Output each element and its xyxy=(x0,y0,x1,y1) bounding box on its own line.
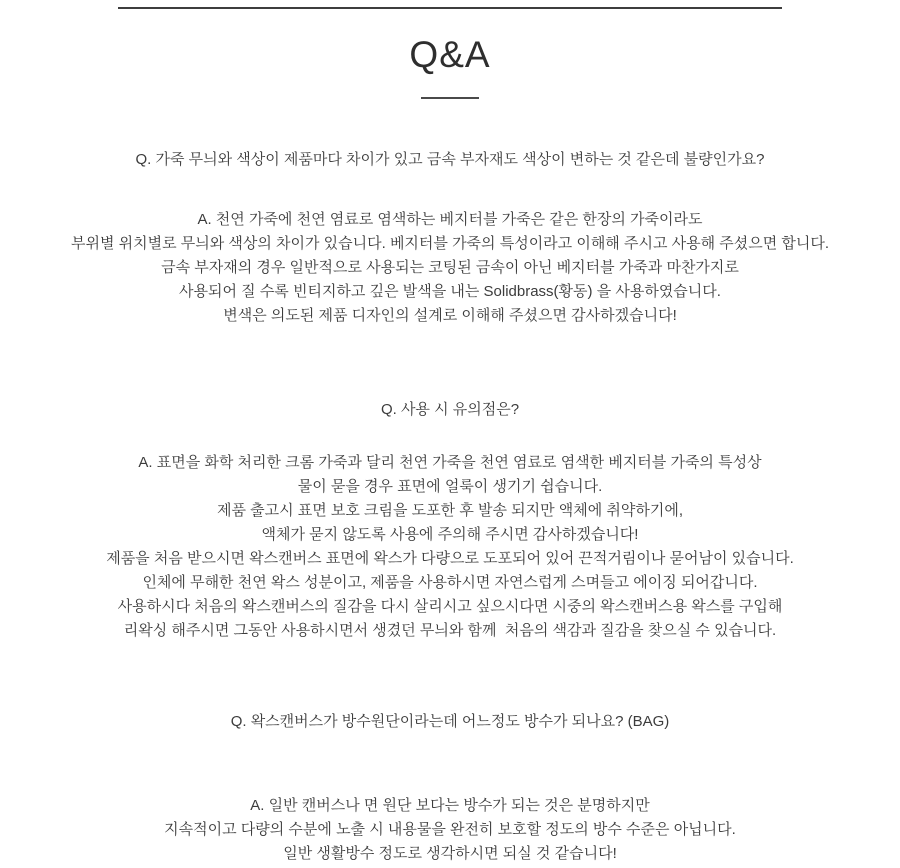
answer-line: 물이 묻을 경우 표면에 얼룩이 생기기 쉽습니다. xyxy=(297,478,603,495)
title-underline-rule xyxy=(421,97,479,99)
answer-3-text xyxy=(0,794,900,866)
top-divider-rule xyxy=(118,7,782,9)
question-3-text: Q. 왁스캔버스가 방수원단이라는데 어느정도 방수가 되나요? (BAG) xyxy=(230,713,670,730)
answer-line: 제품 출고시 표면 보호 크림을 도포한 후 발송 되지만 액체에 취약하기에, xyxy=(216,502,684,519)
page-title: Q&A xyxy=(409,34,491,75)
answer-line: 제품을 처음 받으시면 왁스캔버스 표면에 왁스가 다량으로 도포되어 있어 끈적거림이나 묻어남이 있습니다. xyxy=(106,550,794,567)
answer-line: A. 표면을 화학 처리한 크롬 가죽과 달리 천연 가죽을 천연 염료로 염색한 베지터블 가죽의 특성상 xyxy=(138,454,762,471)
answer-line: 지속적이고 다량의 수분에 노출 시 내용물을 완전히 보호할 정도의 방수 수준은 아닙니다. xyxy=(164,821,736,838)
answer-line: 부위별 위치별로 무늬와 색상의 차이가 있습니다. 베지터블 가죽의 특성이라고 이해해 주시고 사용해 주셨으면 합니다. xyxy=(70,235,830,252)
answer-2-text xyxy=(0,451,900,643)
answer-line: 변색은 의도된 제품 디자인의 설계로 이해해 주셨으면 감사하겠습니다! xyxy=(223,307,677,324)
answer-line: 사용하시다 처음의 왁스캔버스의 질감을 다시 살리시고 싶으시다면 시중의 왁스캔버스용 왁스를 구입해 xyxy=(117,598,783,615)
answer-1-text xyxy=(0,208,900,328)
answer-line: 금속 부자재의 경우 일반적으로 사용되는 코팅된 금속이 아닌 베지터블 가죽과 마찬가지로 xyxy=(161,259,739,276)
question-1-text: Q. 가죽 무늬와 색상이 제품마다 차이가 있고 금속 부자재도 색상이 변하는 것 같은데 불량인가요? xyxy=(135,151,765,168)
answer-line: A. 일반 캔버스나 면 원단 보다는 방수가 되는 것은 분명하지만 xyxy=(250,797,650,814)
answer-line: 리왁싱 해주시면 그동안 사용하시면서 생겼던 무늬와 함께 처음의 색감과 질감을 찾으실 수 있습니다. xyxy=(123,622,777,639)
question-2-text: Q. 사용 시 유의점은? xyxy=(380,401,520,418)
answer-line: 일반 생활방수 정도로 생각하시면 되실 것 같습니다! xyxy=(283,845,617,862)
answer-line: 액체가 묻지 않도록 사용에 주의해 주시면 감사하겠습니다! xyxy=(261,526,639,543)
answer-line: 사용되어 질 수록 빈티지하고 깊은 발색을 내는 Solidbrass(황동) 을 사용하였습니다. xyxy=(179,283,721,300)
answer-line: A. 천연 가죽에 천연 염료로 염색하는 베지터블 가죽은 같은 한장의 가죽이라도 xyxy=(197,211,703,228)
answer-line: 인체에 무해한 천연 왁스 성분이고, 제품을 사용하시면 자연스럽게 스며들고 에이징 되어갑니다. xyxy=(142,574,758,591)
